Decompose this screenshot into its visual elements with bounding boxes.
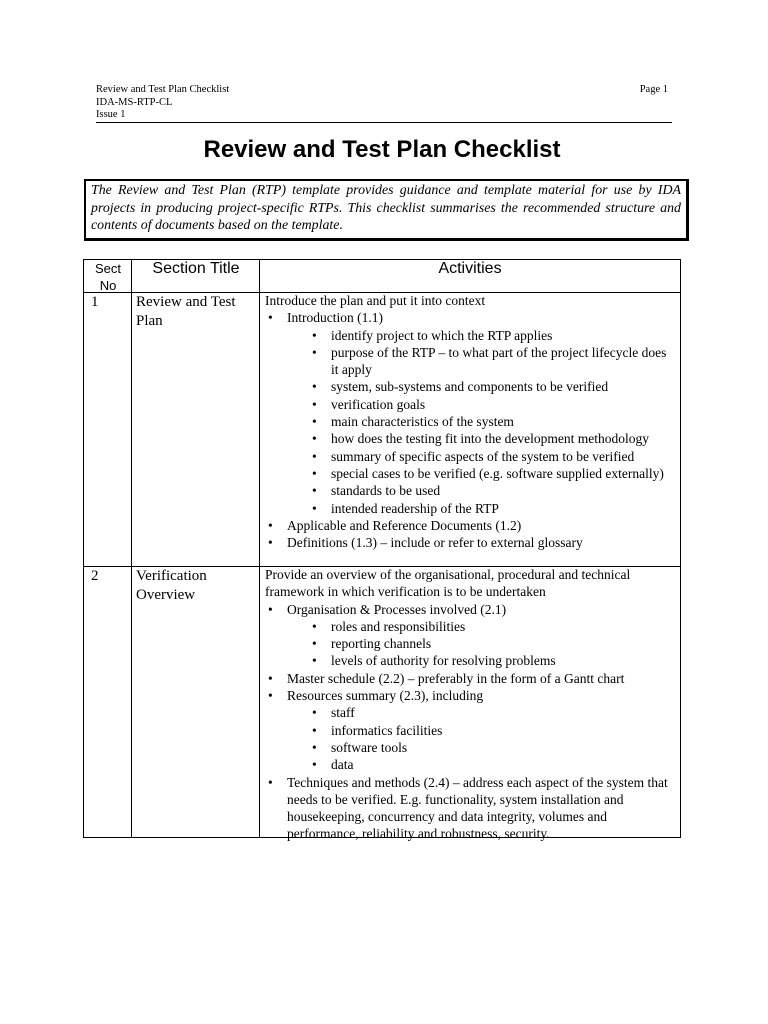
activity-item — [265, 774, 675, 843]
activity-subitem: • software tools — [309, 739, 675, 756]
row-2-number: 2 — [91, 568, 99, 584]
header-sect-label: Sect — [94, 261, 121, 276]
activity-item-text: Definitions (1.3) – include or refer to external glossary — [287, 535, 583, 551]
activity-subitem: • special cases to be verified (e.g. software supplied externally) — [309, 465, 675, 482]
activity-sublist — [309, 704, 675, 773]
header-activities: Activities — [438, 260, 502, 277]
activity-subitem: • system, sub-systems and components to be verified — [309, 378, 675, 395]
activity-sublist — [309, 327, 675, 517]
header-section-title: Section Title — [152, 260, 240, 277]
activity-subitem: • informatics facilities — [309, 722, 675, 739]
checklist-table — [83, 259, 681, 842]
activity-item-text: Techniques and methods (2.4) – address each aspect of the system that needs to be verified. E.g. functionality, system installation and housekeeping, concurrency and data integrity, volumes and performance, reliability and robustness, security. — [287, 774, 668, 842]
header-page-number: Page 1 — [639, 84, 668, 95]
activity-item-text: Master schedule (2.2) – preferably in the form of a Gantt chart — [287, 670, 625, 686]
column-divider-1 — [131, 260, 132, 837]
document-title: Review and Test Plan Checklist — [203, 136, 561, 163]
activity-subitem: • main characteristics of the system — [309, 413, 675, 430]
page-header — [96, 84, 672, 123]
activity-item — [265, 601, 675, 670]
activity-subitem: • verification goals — [309, 396, 675, 413]
row-2-title: Verification Overview — [136, 568, 207, 603]
activity-item — [265, 534, 675, 551]
row-1-number: 1 — [91, 294, 99, 310]
activity-lead: Provide an overview of the organisational, procedural and technical framework in which verification is to be undertaken — [265, 567, 631, 600]
activity-subitem: • how does the testing fit into the development methodology — [309, 430, 675, 447]
activity-item — [265, 687, 675, 773]
activity-subitem: • roles and responsibilities — [309, 618, 675, 635]
activity-item — [265, 670, 675, 687]
activity-sublist — [309, 618, 675, 670]
header-doc-info — [96, 84, 229, 122]
header-no-label: No — [99, 278, 117, 293]
row-1-activities — [265, 292, 675, 551]
column-divider-2 — [259, 260, 260, 837]
activity-subitem: • data — [309, 756, 675, 773]
activity-subitem: • reporting channels — [309, 635, 675, 652]
activity-subitem: • purpose of the RTP – to what part of the project lifecycle does it apply — [309, 344, 675, 379]
header-issue: Issue 1 — [96, 109, 126, 120]
activity-item-text: Applicable and Reference Documents (1.2) — [287, 517, 522, 533]
header-sect-no — [84, 260, 132, 294]
activity-list — [265, 309, 675, 551]
activity-list — [265, 601, 675, 843]
row-1-title: Review and Test Plan — [136, 294, 236, 329]
header-doc-id: IDA-MS-RTP-CL — [96, 96, 173, 108]
activity-subitem: • summary of specific aspects of the system to be verified — [309, 448, 675, 465]
activity-subitem: • staff — [309, 704, 675, 721]
intro-box: The Review and Test Plan (RTP) template provides guidance and template material for use by IDA projects in producing project-specific RTPs. This checklist summarises the recommended structure and contents of documents based on the template. — [84, 179, 689, 241]
activity-subitem: • identify project to which the RTP applies — [309, 327, 675, 344]
activity-subitem: • levels of authority for resolving problems — [309, 652, 675, 669]
activity-item — [265, 309, 675, 517]
header-doc-title: Review and Test Plan Checklist — [96, 84, 230, 95]
activity-subitem: • intended readership of the RTP — [309, 500, 675, 517]
activity-lead: Introduce the plan and put it into context — [265, 293, 486, 308]
activity-item-text: Introduction (1.1) — [287, 310, 383, 326]
activity-item-text: Organisation & Processes involved (2.1) — [287, 601, 507, 617]
activity-subitem: • standards to be used — [309, 482, 675, 499]
activity-item-text: Resources summary (2.3), including — [287, 688, 484, 704]
row-2-activities — [265, 566, 675, 843]
activity-item — [265, 517, 675, 534]
